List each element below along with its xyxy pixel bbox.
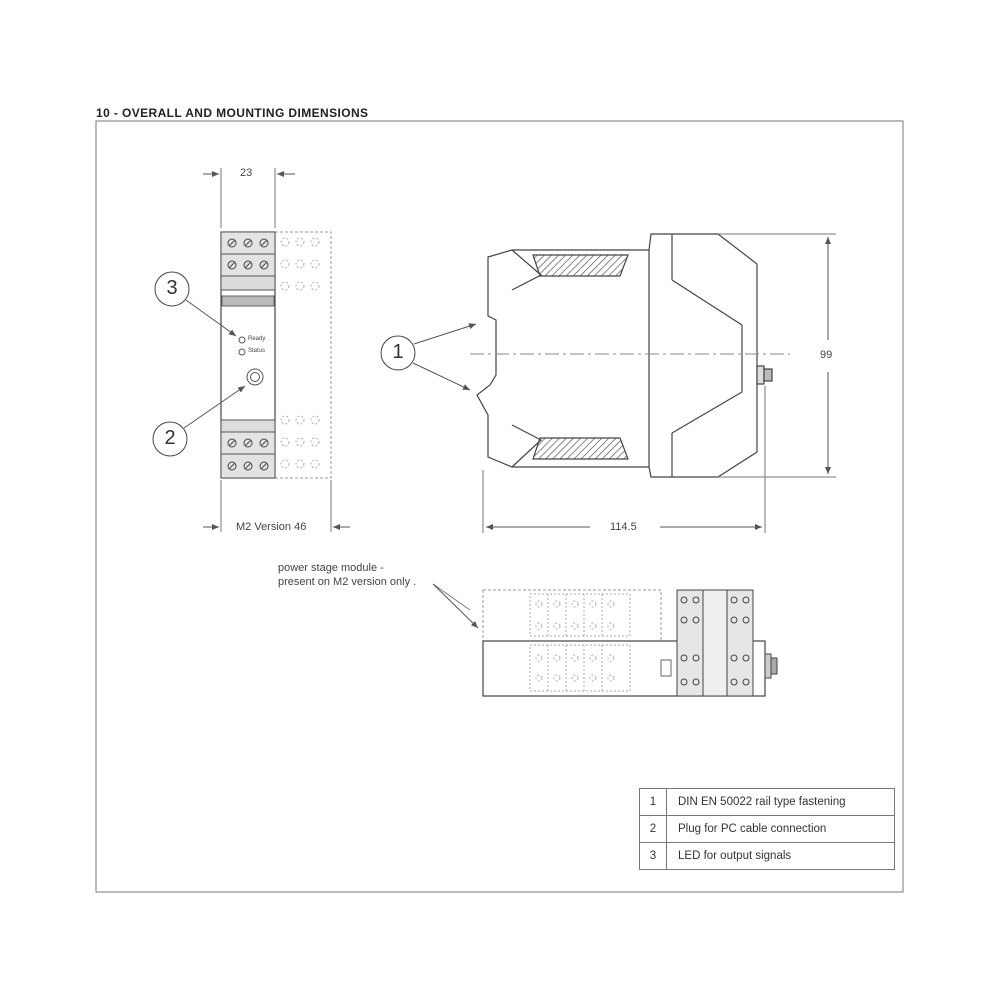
height-dimension-label: 99 [820,349,833,361]
power-stage-note-line1: power stage module - [278,562,384,574]
legend-table [639,788,895,870]
version-label: M2 Version 46 [236,521,307,533]
callout-1: 1 [392,341,404,363]
led-status-icon [239,349,245,355]
legend-row [640,816,895,843]
side-view [477,234,772,477]
legend-num: 1 [640,789,667,816]
legend-text: Plug for PC cable connection [667,816,895,843]
callout-graphics [153,272,415,456]
legend-row [640,789,895,816]
led-ready-label: Ready [248,336,266,342]
section-title: 10 - OVERALL AND MOUNTING DIMENSIONS [96,106,369,120]
legend-num: 3 [640,843,667,870]
pc-plug-icon [247,369,263,385]
led-status-label: Status [248,348,266,354]
callout-2: 2 [164,427,176,449]
legend-text: LED for output signals [667,843,895,870]
legend-row [640,843,895,870]
front-view [203,168,350,532]
legend-num: 2 [640,816,667,843]
drawing-frame [96,121,903,892]
front-width-dimension: 23 [240,167,253,179]
legend-text: DIN EN 50022 rail type fastening [667,789,895,816]
callout-3: 3 [166,277,178,299]
led-ready-icon [239,337,245,343]
depth-dimension-label: 114.5 [610,521,637,533]
power-stage-note-line2: present on M2 version only . [278,576,417,588]
bottom-view [483,590,777,696]
